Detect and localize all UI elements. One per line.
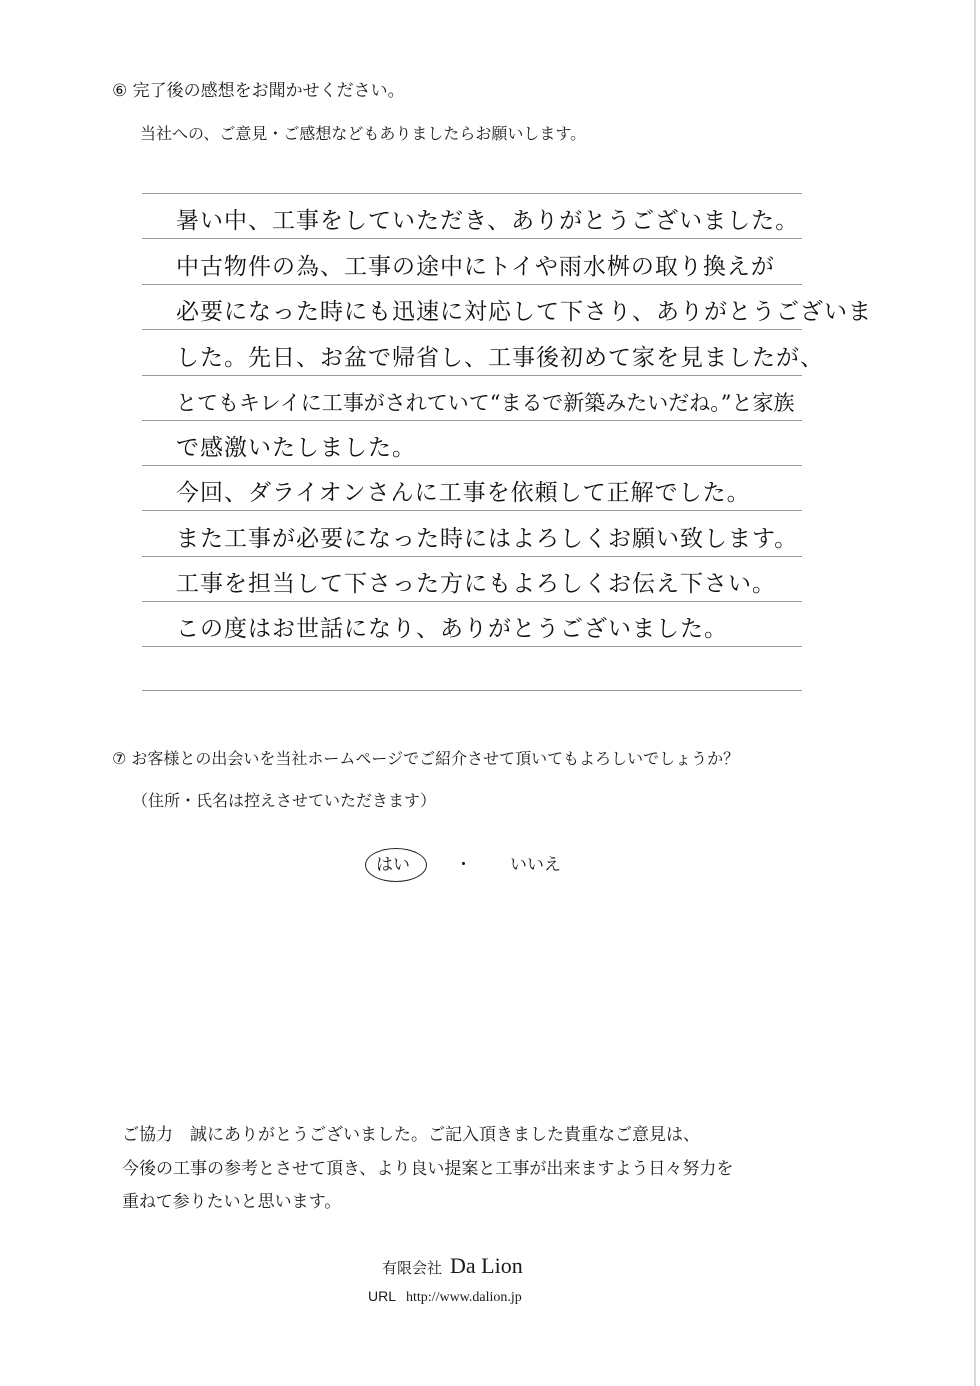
ruled-line <box>142 690 802 691</box>
url-link[interactable]: http://www.dalion.jp <box>406 1290 522 1305</box>
handwritten-line: とてもキレイに工事がされていて“まるで新築みたいだね。”と家族 <box>176 391 795 415</box>
ruled-line <box>142 238 802 239</box>
handwritten-line: 必要になった時にも迅速に対応して下さり、ありがとうございま <box>176 299 872 325</box>
handwritten-line: 中古物件の為、工事の途中にトイや雨水桝の取り換えが <box>176 254 775 280</box>
question7-heading: ⑦ お客様との出会いを当社ホームページでご紹介させて頂いてもよろしいでしょうか？ <box>112 749 740 768</box>
closing-line: ご協力 誠にありがとうございました。ご記入頂きました貴重なご意見は、 <box>122 1125 700 1145</box>
handwritten-line: 今回、ダライオンさんに工事を依頼して正解でした。 <box>176 480 751 506</box>
ruled-line <box>142 193 802 194</box>
ruled-line <box>142 420 802 421</box>
option-yes[interactable]: はい <box>376 855 410 875</box>
question7-note: （住所・氏名は控えさせていただきます） <box>132 791 437 810</box>
question6-heading: ⑥ 完了後の感想をお聞かせください。 <box>112 81 405 101</box>
handwritten-line: 暑い中、工事をしていただき、ありがとうございました。 <box>176 208 800 234</box>
handwritten-line: で感激いたしました。 <box>176 435 416 461</box>
ruled-line <box>142 510 802 511</box>
company-name <box>382 1253 523 1279</box>
ruled-line <box>142 556 802 557</box>
closing-line: 重ねて参りたいと思います。 <box>122 1192 342 1212</box>
ruled-line <box>142 601 802 602</box>
option-separator: ・ <box>455 855 472 875</box>
url-label: URL <box>368 1288 397 1304</box>
option-no[interactable]: いいえ <box>510 855 561 875</box>
scan-edge <box>974 0 976 1386</box>
handwritten-line: この度はお世話になり、ありがとうございました。 <box>176 616 728 642</box>
handwritten-line: また工事が必要になった時にはよろしくお願い致します。 <box>176 526 799 552</box>
handwritten-line: 工事を担当して下さった方にもよろしくお伝え下さい。 <box>176 571 776 597</box>
ruled-line <box>142 646 802 647</box>
company-prefix: 有限会社 <box>382 1259 443 1277</box>
company-brand: Da Lion <box>450 1253 523 1278</box>
handwritten-line: した。先日、お盆で帰省し、工事後初めて家を見ましたが、 <box>176 345 824 371</box>
closing-line: 今後の工事の参考とさせて頂き、より良い提案と工事が出来ますよう日々努力を <box>122 1159 734 1179</box>
ruled-line <box>142 465 802 466</box>
ruled-line <box>142 329 802 330</box>
company-url <box>368 1288 522 1306</box>
ruled-line <box>142 284 802 285</box>
ruled-line <box>142 375 802 376</box>
question6-subheading: 当社への、ご意見・ご感想などもありましたらお願いします。 <box>140 124 587 143</box>
